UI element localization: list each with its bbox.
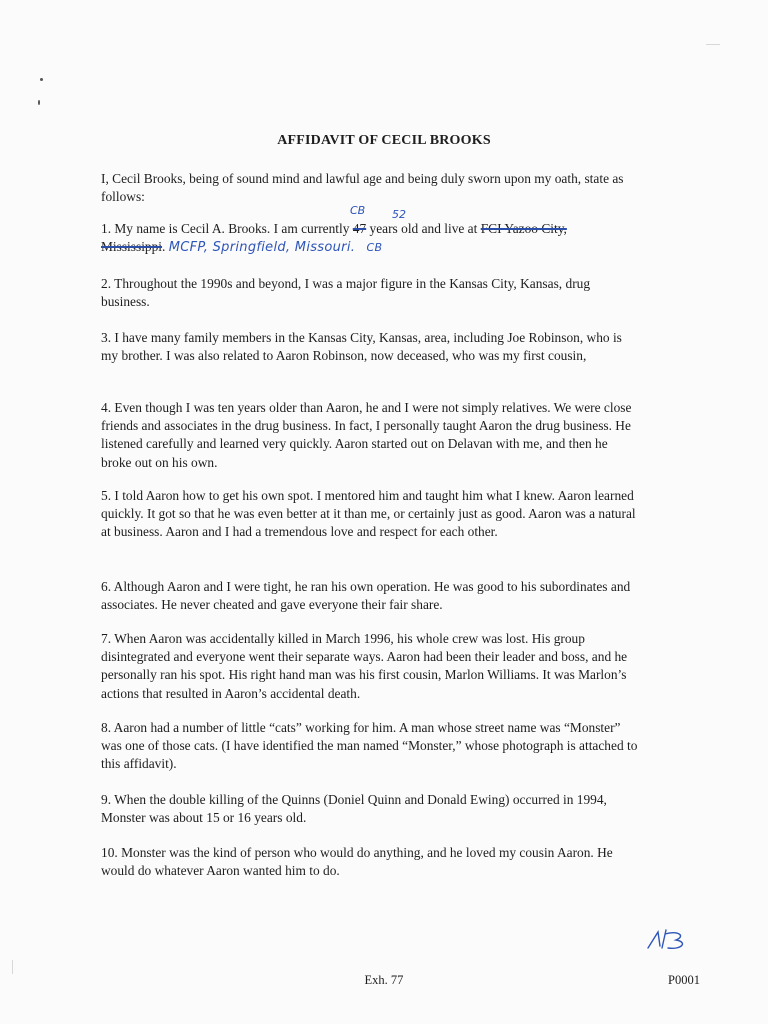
handwritten-age: 52	[392, 208, 406, 221]
page-id: P0001	[668, 973, 700, 987]
scan-speck	[40, 78, 43, 81]
signature-initials-mark	[646, 926, 694, 952]
struck-place-1: FCI Yazoo City,	[480, 221, 567, 236]
struck-age: 47	[352, 221, 367, 236]
scan-speck	[38, 100, 40, 105]
paragraph-5: 5. I told Aaron how to get his own spot. I mentored him and taught him what I knew. Aaron learned quickly. It got so that he was even better at it than me, or certainly just as good. Aaron was a natural at business. Aaron and I had a tremendous love and respect for each other.	[101, 488, 636, 540]
paragraph-7: 7. When Aaron was accidentally killed in March 1996, his whole crew was lost. His group disintegrated and everyone went their separate ways. Aaron had been their leader and boss, and he personally ran his spot. His right hand man was his first cousin, Marlon Williams. It was Marlon’s actions that resulted in Aaron’s accidental death.	[101, 631, 628, 701]
paragraph-1	[101, 220, 641, 257]
handwritten-place: MCFP, Springfield, Missouri.	[168, 240, 356, 256]
scan-edge	[706, 44, 720, 45]
handwritten-initials: CB	[350, 204, 366, 217]
scan-edge	[12, 960, 13, 974]
paragraph-6: 6. Although Aaron and I were tight, he ran his own operation. He was good to his subordinates and associates. He never cheated and gave everyone their fair share.	[101, 579, 631, 613]
p1-lead-text: 1. My name is Cecil A. Brooks. I am currently	[101, 221, 353, 236]
document-title: AFFIDAVIT OF CECIL BROOKS	[277, 133, 491, 148]
paragraph-8: 8. Aaron had a number of little “cats” working for him. A man whose street name was “Monster” was one of those cats. (I have identified the man named “Monster,” whose photograph is attached to this affidavit).	[101, 720, 638, 772]
paragraph-3: 3. I have many family members in the Kansas City, Kansas, area, including Joe Robinson, who is my brother. I was also related to Aaron Robinson, now deceased, who was my first cousin,	[101, 330, 622, 364]
paragraph-9: 9. When the double killing of the Quinns (Doniel Quinn and Donald Ewing) occurred in 1994, Monster was about 15 or 16 years old.	[101, 792, 607, 826]
paragraph-4: 4. Even though I was ten years older than Aaron, he and I were not simply relatives. We were close friends and associates in the drug business. In fact, I personally taught Aaron the drug business. He listened carefully and learned very quickly. Aaron started out on Delavan with me, and then he broke out on his own.	[101, 400, 632, 470]
exhibit-label: Exh. 77	[364, 973, 404, 987]
p1-after-place: .	[162, 239, 166, 255]
paragraph-10: 10. Monster was the kind of person who would do anything, and he loved my cousin Aaron. He would do whatever Aaron wanted him to do.	[101, 845, 613, 879]
struck-place-2: Mississippi	[101, 239, 163, 255]
handwritten-initials-2: CB	[366, 241, 383, 255]
paragraph-2: 2. Throughout the 1990s and beyond, I was a major figure in the Kansas City, Kansas, drug business.	[101, 276, 591, 310]
p1-after-age: years old and live at	[366, 221, 481, 236]
intro-paragraph: I, Cecil Brooks, being of sound mind and lawful age and being duly sworn upon my oath, state as follows:	[101, 171, 624, 205]
